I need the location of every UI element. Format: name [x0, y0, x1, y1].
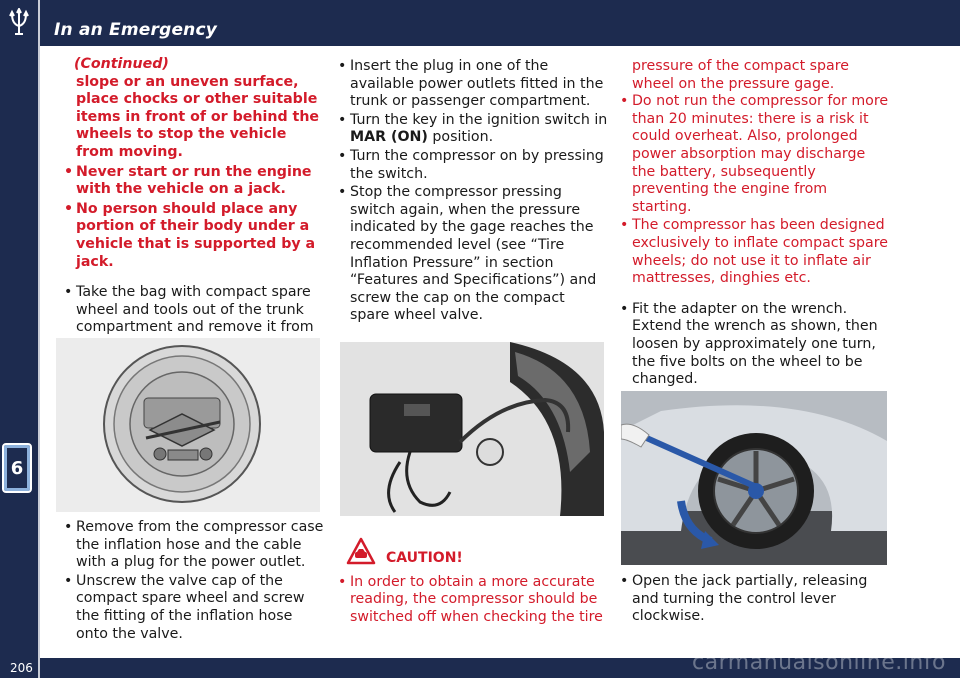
- step-item: • Stop the compressor pressing switch again, when the pressure indicated by the gage reaches the recommended level (see “Tire Inflation Pressure” in section “Features and Specifications”) and screw the cap on the compact spare wheel valve.: [338, 184, 608, 325]
- caution-item: • Do not run the compressor for more than 20 minutes: there is a risk it could overheat. Also, prolonged power absorption may discharge the battery, subsequently preventing the engine from starting.: [620, 93, 890, 216]
- footer-divider: [38, 658, 40, 678]
- step-item: [338, 112, 608, 147]
- ignition-text-pre: Turn the key in the ignition switch in: [350, 111, 608, 128]
- warning-item: • Never start or run the engine with the vehicle on a jack.: [64, 164, 326, 199]
- column-1-bottom: [64, 519, 326, 644]
- column-1: [64, 56, 326, 356]
- trident-logo: [0, 0, 38, 46]
- watermark: carmanualsonline.info: [692, 650, 946, 675]
- step-item: • Remove from the compressor case the inflation hose and the cable with a plug for the power outlet.: [64, 519, 326, 572]
- step-item: • Take the bag with compact spare wheel and tools out of the trunk compartment and remove it from: [64, 284, 326, 354]
- column-3: [620, 58, 890, 390]
- warning-triangle-icon: [346, 537, 376, 565]
- caution-item: • The compressor has been designed exclusively to inflate compact spare wheels; do not use it to inflate air mattresses, dinghies etc.: [620, 217, 890, 287]
- step-item: • Open the jack partially, releasing and turning the control lever clockwise.: [620, 573, 890, 626]
- chapter-tab[interactable]: 6: [2, 443, 32, 493]
- step-item: • Unscrew the valve cap of the compact spare wheel and screw the fitting of the inflation hose onto the valve.: [64, 573, 326, 643]
- continued-label: (Continued): [74, 56, 169, 72]
- spare-wheel-jack-illustration: [56, 338, 320, 512]
- column-2: [338, 58, 608, 326]
- wheel-wrench-illustration: [621, 391, 887, 565]
- step-item: • Turn the compressor on by pressing the switch.: [338, 148, 608, 183]
- ignition-text-post: position.: [427, 129, 494, 146]
- rail-divider: [38, 46, 40, 658]
- page-number: 206: [10, 661, 33, 675]
- ignition-position: MAR (ON): [350, 129, 428, 146]
- step-item: • Insert the plug in one of the available power outlets fitted in the trunk or passenger compartment.: [338, 58, 608, 111]
- header-divider: [38, 0, 40, 46]
- warning-item: • No person should place any portion of their body under a vehicle that is supported by a jack.: [64, 201, 326, 271]
- caution-item: • In order to obtain a more accurate reading, the compressor should be switched off when checking the tire: [338, 574, 608, 627]
- step-item: • Fit the adapter on the wrench. Extend the wrench as shown, then loosen by approximately one turn, the five bolts on the wheel to be changed.: [620, 301, 890, 389]
- page-title: In an Emergency: [54, 20, 218, 40]
- chapter-rail: [0, 46, 38, 658]
- page-footer: [0, 650, 960, 678]
- caution-label: CAUTION!: [386, 550, 463, 566]
- caution-continued-text: pressure of the compact spare wheel on the pressure gage.: [632, 58, 849, 92]
- compressor-illustration: [340, 342, 604, 516]
- caution-block: [338, 534, 608, 627]
- column-3-bottom: [620, 573, 890, 627]
- warning-continued-text: slope or an uneven surface, place chocks or other suitable items in front of or behind the wheels to stop the vehicle from moving.: [76, 73, 320, 160]
- page-header: [0, 0, 960, 46]
